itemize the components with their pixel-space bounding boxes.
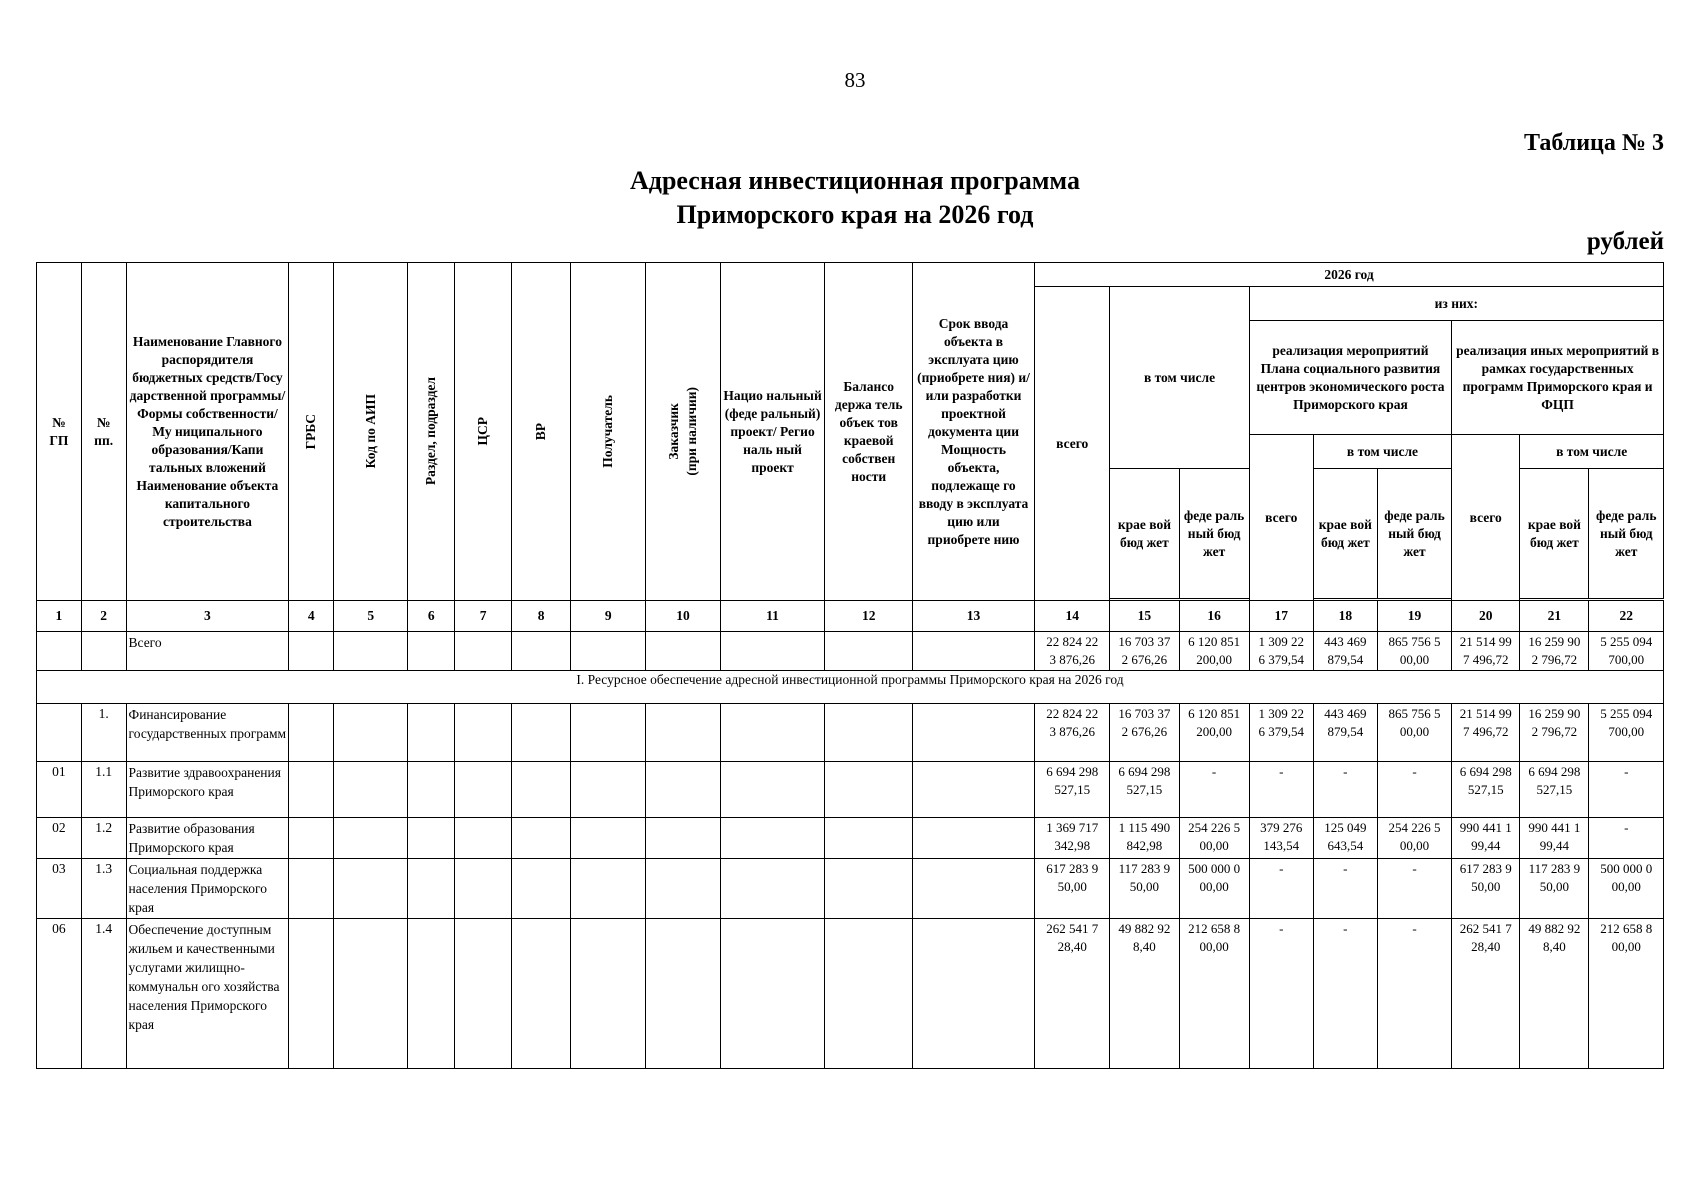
header-name: Наименование Главного распорядителя бюджетных средств/Госу дарственной программы/ Формы собственности/Му ниципального образования/Капи тальных вложений Наименование объекта капитального строительства (126, 263, 289, 601)
other-regional-cell: 6 694 298 527,15 (1520, 762, 1589, 818)
row-education (37, 818, 1664, 859)
column-numbers-row (37, 601, 1664, 632)
empty-cell (825, 632, 913, 671)
program-name-cell: Всего (126, 632, 289, 671)
regional-budget-cell: 6 694 298 527,15 (1110, 762, 1179, 818)
other-total-cell: 21 514 99 7 496,72 (1452, 704, 1520, 762)
column-number: 6 (408, 601, 455, 632)
empty-cell (455, 859, 512, 919)
page-number: 83 (844, 68, 866, 92)
federal-budget-cell: - (1179, 762, 1249, 818)
empty-cell (408, 632, 455, 671)
item-number-cell (81, 632, 126, 671)
plan-regional-cell: 443 469 879,54 (1313, 632, 1377, 671)
empty-cell (289, 632, 334, 671)
total-cell: 22 824 22 3 876,26 (1035, 632, 1110, 671)
header-zakazchik: Заказчик (при наличии) (646, 263, 720, 601)
item-number-cell: 1.4 (81, 919, 126, 1069)
header-grbs: ГРБС (289, 263, 334, 601)
empty-cell (408, 919, 455, 1069)
column-number: 12 (825, 601, 913, 632)
other-total-cell: 990 441 1 99,44 (1452, 818, 1520, 859)
empty-cell (512, 919, 571, 1069)
empty-cell (334, 704, 408, 762)
header-other-programs: реализация иных мероприятий в рамках государственных программ Приморского края и ФЦП (1452, 321, 1664, 435)
empty-cell (646, 632, 720, 671)
regional-budget-cell: 49 882 92 8,40 (1110, 919, 1179, 1069)
empty-cell (334, 632, 408, 671)
header-other-federal-budget: феде раль ный бюд жет (1589, 469, 1664, 599)
empty-cell (825, 762, 913, 818)
empty-cell (720, 632, 825, 671)
gp-number-cell: 06 (37, 919, 82, 1069)
empty-cell (720, 818, 825, 859)
investment-program-table (36, 262, 1664, 1069)
federal-budget-cell: 500 000 0 00,00 (1179, 859, 1249, 919)
empty-cell (455, 704, 512, 762)
empty-cell (571, 632, 646, 671)
plan-regional-cell: 125 049 643,54 (1313, 818, 1377, 859)
total-cell: 262 541 7 28,40 (1035, 919, 1110, 1069)
empty-cell (646, 859, 720, 919)
federal-budget-cell: 6 120 851 200,00 (1179, 632, 1249, 671)
empty-cell (825, 704, 913, 762)
header-pp: № пп. (81, 263, 126, 601)
header-csr: ЦСР (455, 263, 512, 601)
other-federal-cell: 5 255 094 700,00 (1589, 632, 1664, 671)
plan-regional-cell: 443 469 879,54 (1313, 704, 1377, 762)
empty-cell (408, 859, 455, 919)
program-name-cell: Развитие образования Приморского края (126, 818, 289, 859)
header-srok: Срок ввода объекта в эксплуата цию (приобрете ния) и/или разработки проектной документа ции Мощность объекта, подлежаще го вводу в эксплуата цию или приобрете нию (912, 263, 1034, 601)
units-label: рублей (1586, 228, 1664, 255)
plan-federal-cell: - (1377, 919, 1451, 1069)
plan-total-cell: 1 309 22 6 379,54 (1249, 632, 1313, 671)
gp-number-cell: 01 (37, 762, 82, 818)
header-gp: № ГП (37, 263, 82, 601)
column-number: 3 (126, 601, 289, 632)
total-cell: 6 694 298 527,15 (1035, 762, 1110, 818)
section-title: I. Ресурсное обеспечение адресной инвестиционной программы Приморского края на 2026 год (37, 671, 1664, 704)
program-name-cell: Обеспечение доступным жильем и качественными услугами жилищно-коммунальн ого хозяйства населения Приморского края (126, 919, 289, 1069)
title-line-2: Приморского края на 2026 год (676, 200, 1034, 229)
row-financing (37, 704, 1664, 762)
header-kod-aip: Код по АИП (334, 263, 408, 601)
header-plan-including: в том числе (1313, 435, 1451, 469)
regional-budget-cell: 16 703 37 2 676,26 (1110, 632, 1179, 671)
empty-cell (912, 762, 1034, 818)
empty-cell (334, 919, 408, 1069)
plan-federal-cell: 865 756 5 00,00 (1377, 704, 1451, 762)
empty-cell (571, 704, 646, 762)
total-row (37, 632, 1664, 671)
header-razdel: Раздел, подраздел (408, 263, 455, 601)
column-number: 2 (81, 601, 126, 632)
other-regional-cell: 117 283 9 50,00 (1520, 859, 1589, 919)
empty-cell (646, 762, 720, 818)
empty-cell (408, 704, 455, 762)
section-row (37, 671, 1664, 704)
empty-cell (912, 704, 1034, 762)
column-number: 21 (1520, 601, 1589, 632)
column-number: 14 (1035, 601, 1110, 632)
header-other-regional-budget: крае вой бюд жет (1520, 469, 1589, 599)
plan-regional-cell: - (1313, 859, 1377, 919)
header-year: 2026 год (1035, 263, 1664, 287)
empty-cell (571, 762, 646, 818)
empty-cell (455, 919, 512, 1069)
total-cell: 617 283 9 50,00 (1035, 859, 1110, 919)
empty-cell (455, 632, 512, 671)
empty-cell (571, 859, 646, 919)
header-plan-regional-budget: крае вой бюд жет (1313, 469, 1377, 599)
federal-budget-cell: 212 658 8 00,00 (1179, 919, 1249, 1069)
plan-total-cell: - (1249, 919, 1313, 1069)
empty-cell (512, 632, 571, 671)
other-total-cell: 21 514 99 7 496,72 (1452, 632, 1520, 671)
empty-cell (512, 704, 571, 762)
plan-regional-cell: - (1313, 762, 1377, 818)
item-number-cell: 1.3 (81, 859, 126, 919)
item-number-cell: 1.1 (81, 762, 126, 818)
header-plan-federal-budget: феде раль ный бюд жет (1377, 469, 1451, 599)
plan-total-cell: - (1249, 859, 1313, 919)
other-regional-cell: 49 882 92 8,40 (1520, 919, 1589, 1069)
column-number: 19 (1377, 601, 1451, 632)
regional-budget-cell: 1 115 490 842,98 (1110, 818, 1179, 859)
column-number: 18 (1313, 601, 1377, 632)
header-plan-centers: реализация мероприятий Плана социального развития центров экономического роста Приморского края (1249, 321, 1451, 435)
empty-cell (571, 818, 646, 859)
other-regional-cell: 16 259 90 2 796,72 (1520, 704, 1589, 762)
column-number: 16 (1179, 601, 1249, 632)
empty-cell (289, 919, 334, 1069)
other-total-cell: 6 694 298 527,15 (1452, 762, 1520, 818)
header-plan-total: всего (1249, 435, 1313, 601)
header-of-which: из них: (1249, 287, 1663, 321)
empty-cell (646, 919, 720, 1069)
header-poluchatel: Получатель (571, 263, 646, 601)
header-federal-budget: феде раль ный бюд жет (1179, 469, 1249, 599)
plan-federal-cell: - (1377, 762, 1451, 818)
empty-cell (334, 859, 408, 919)
column-number: 13 (912, 601, 1034, 632)
plan-regional-cell: - (1313, 919, 1377, 1069)
empty-cell (455, 762, 512, 818)
header-total: всего (1035, 287, 1110, 601)
regional-budget-cell: 117 283 9 50,00 (1110, 859, 1179, 919)
empty-cell (512, 818, 571, 859)
item-number-cell: 1.2 (81, 818, 126, 859)
row-social-support (37, 859, 1664, 919)
column-number: 8 (512, 601, 571, 632)
total-cell: 1 369 717 342,98 (1035, 818, 1110, 859)
other-federal-cell: 500 000 0 00,00 (1589, 859, 1664, 919)
empty-cell (289, 704, 334, 762)
empty-cell (720, 762, 825, 818)
column-number: 11 (720, 601, 825, 632)
gp-number-cell: 02 (37, 818, 82, 859)
other-federal-cell: - (1589, 818, 1664, 859)
federal-budget-cell: 6 120 851 200,00 (1179, 704, 1249, 762)
other-federal-cell: 5 255 094 700,00 (1589, 704, 1664, 762)
federal-budget-cell: 254 226 5 00,00 (1179, 818, 1249, 859)
regional-budget-cell: 16 703 37 2 676,26 (1110, 704, 1179, 762)
empty-cell (646, 704, 720, 762)
column-number: 20 (1452, 601, 1520, 632)
header-including: в том числе (1110, 287, 1249, 469)
table-label: Таблица № 3 (1523, 130, 1664, 156)
column-number: 5 (334, 601, 408, 632)
plan-federal-cell: - (1377, 859, 1451, 919)
empty-cell (825, 818, 913, 859)
empty-cell (825, 859, 913, 919)
other-federal-cell: - (1589, 762, 1664, 818)
column-number: 1 (37, 601, 82, 632)
empty-cell (289, 762, 334, 818)
empty-cell (408, 762, 455, 818)
column-number: 4 (289, 601, 334, 632)
empty-cell (720, 859, 825, 919)
empty-cell (512, 859, 571, 919)
row-housing (37, 919, 1664, 1069)
header-balans: Балансо держа тель объек тов краевой собствен ности (825, 263, 913, 601)
empty-cell (825, 919, 913, 1069)
program-name-cell: Развитие здравоохранения Приморского края (126, 762, 289, 818)
empty-cell (512, 762, 571, 818)
plan-federal-cell: 254 226 5 00,00 (1377, 818, 1451, 859)
empty-cell (455, 818, 512, 859)
gp-number-cell (37, 704, 82, 762)
plan-total-cell: 1 309 22 6 379,54 (1249, 704, 1313, 762)
column-number: 15 (1110, 601, 1179, 632)
column-number: 9 (571, 601, 646, 632)
plan-total-cell: 379 276 143,54 (1249, 818, 1313, 859)
other-total-cell: 262 541 7 28,40 (1452, 919, 1520, 1069)
column-number: 10 (646, 601, 720, 632)
plan-total-cell: - (1249, 762, 1313, 818)
empty-cell (289, 859, 334, 919)
other-regional-cell: 16 259 90 2 796,72 (1520, 632, 1589, 671)
empty-cell (720, 919, 825, 1069)
program-name-cell: Социальная поддержка населения Приморского края (126, 859, 289, 919)
header-other-total: всего (1452, 435, 1520, 601)
document-title (0, 164, 1686, 232)
gp-number-cell: 03 (37, 859, 82, 919)
row-healthcare (37, 762, 1664, 818)
header-vr: ВР (512, 263, 571, 601)
header-regional-budget: крае вой бюд жет (1110, 469, 1179, 599)
total-cell: 22 824 22 3 876,26 (1035, 704, 1110, 762)
empty-cell (334, 762, 408, 818)
plan-federal-cell: 865 756 5 00,00 (1377, 632, 1451, 671)
empty-cell (289, 818, 334, 859)
empty-cell (571, 919, 646, 1069)
empty-cell (720, 704, 825, 762)
other-total-cell: 617 283 9 50,00 (1452, 859, 1520, 919)
column-number: 17 (1249, 601, 1313, 632)
empty-cell (912, 919, 1034, 1069)
program-name-cell: Финансирование государственных программ (126, 704, 289, 762)
empty-cell (646, 818, 720, 859)
header-proekt: Нацио нальный (феде ральный) проект/ Регио наль ный проект (720, 263, 825, 601)
title-line-1: Адресная инвестиционная программа (630, 166, 1080, 195)
column-number: 7 (455, 601, 512, 632)
item-number-cell: 1. (81, 704, 126, 762)
other-federal-cell: 212 658 8 00,00 (1589, 919, 1664, 1069)
empty-cell (912, 632, 1034, 671)
other-regional-cell: 990 441 1 99,44 (1520, 818, 1589, 859)
gp-number-cell (37, 632, 82, 671)
header-other-including: в том числе (1520, 435, 1664, 469)
empty-cell (334, 818, 408, 859)
empty-cell (408, 818, 455, 859)
column-number: 22 (1589, 601, 1664, 632)
empty-cell (912, 859, 1034, 919)
empty-cell (912, 818, 1034, 859)
